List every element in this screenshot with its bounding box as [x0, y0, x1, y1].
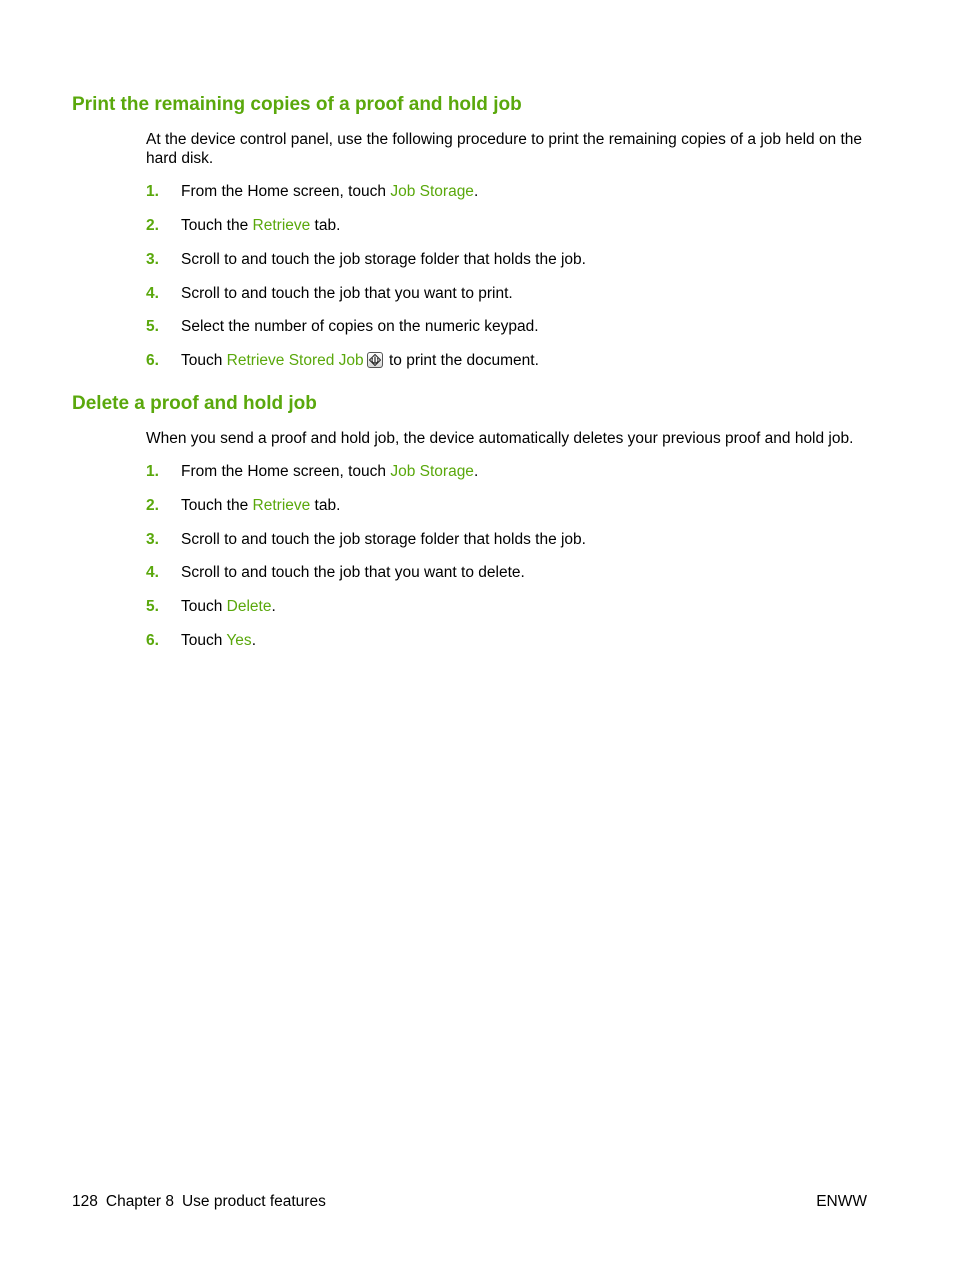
step-item: [0, 216, 954, 236]
step-item: [0, 597, 954, 617]
ui-term: Retrieve Stored Job: [226, 352, 364, 369]
step-number: 5.: [146, 318, 159, 335]
start-button-icon: [367, 352, 383, 368]
step-number: 1.: [146, 463, 159, 480]
step-text: Touch Retrieve Stored Job to print the document.: [181, 352, 539, 369]
step-text: From the Home screen, touch Job Storage.: [181, 183, 479, 200]
page-number: 128: [72, 1193, 98, 1210]
step-text: Touch the Retrieve tab.: [181, 497, 341, 514]
ui-term: Yes: [226, 632, 252, 649]
step-item: [0, 182, 954, 202]
page-footer-right: ENWW: [816, 1193, 867, 1210]
ui-term: Retrieve: [252, 217, 311, 234]
step-item: [0, 462, 954, 482]
step-item: [0, 563, 954, 583]
step-text: Touch Delete.: [181, 598, 276, 615]
section-heading: Print the remaining copies of a proof and hold job: [72, 94, 522, 115]
step-text: Select the number of copies on the numeric keypad.: [181, 318, 539, 335]
step-number: 3.: [146, 251, 159, 268]
ui-term: Delete: [226, 598, 272, 615]
step-text: Scroll to and touch the job storage folder that holds the job.: [181, 251, 586, 268]
chapter-title: Use product features: [181, 1193, 326, 1210]
step-text: Scroll to and touch the job that you want to delete.: [181, 564, 525, 581]
step-number: 2.: [146, 217, 159, 234]
step-text: Touch Yes.: [181, 632, 256, 649]
step-item: [0, 317, 954, 337]
step-number: 3.: [146, 531, 159, 548]
page-footer-left: [72, 1192, 334, 1212]
step-text: Touch the Retrieve tab.: [181, 217, 341, 234]
step-text: Scroll to and touch the job storage folder that holds the job.: [181, 531, 586, 548]
chapter-label: Chapter 8: [105, 1193, 174, 1210]
step-number: 4.: [146, 285, 159, 302]
ui-term: Job Storage: [390, 183, 474, 200]
step-number: 6.: [146, 352, 159, 369]
step-number: 5.: [146, 598, 159, 615]
step-item: [0, 631, 954, 651]
section-heading: Delete a proof and hold job: [72, 393, 317, 414]
section-intro: When you send a proof and hold job, the device automatically deletes your previous proof and hold job.: [146, 430, 854, 447]
section-intro: At the device control panel, use the following procedure to print the remaining copies of a job held on the hard disk.: [146, 131, 863, 167]
step-number: 6.: [146, 632, 159, 649]
ui-term: Job Storage: [390, 463, 474, 480]
step-item: [0, 530, 954, 550]
step-item: [0, 351, 954, 371]
step-text: Scroll to and touch the job that you want to print.: [181, 285, 513, 302]
step-number: 2.: [146, 497, 159, 514]
step-number: 4.: [146, 564, 159, 581]
step-text: From the Home screen, touch Job Storage.: [181, 463, 479, 480]
ui-term: Retrieve: [252, 497, 311, 514]
step-number: 1.: [146, 183, 159, 200]
step-item: [0, 284, 954, 304]
step-item: [0, 496, 954, 516]
step-item: [0, 250, 954, 270]
